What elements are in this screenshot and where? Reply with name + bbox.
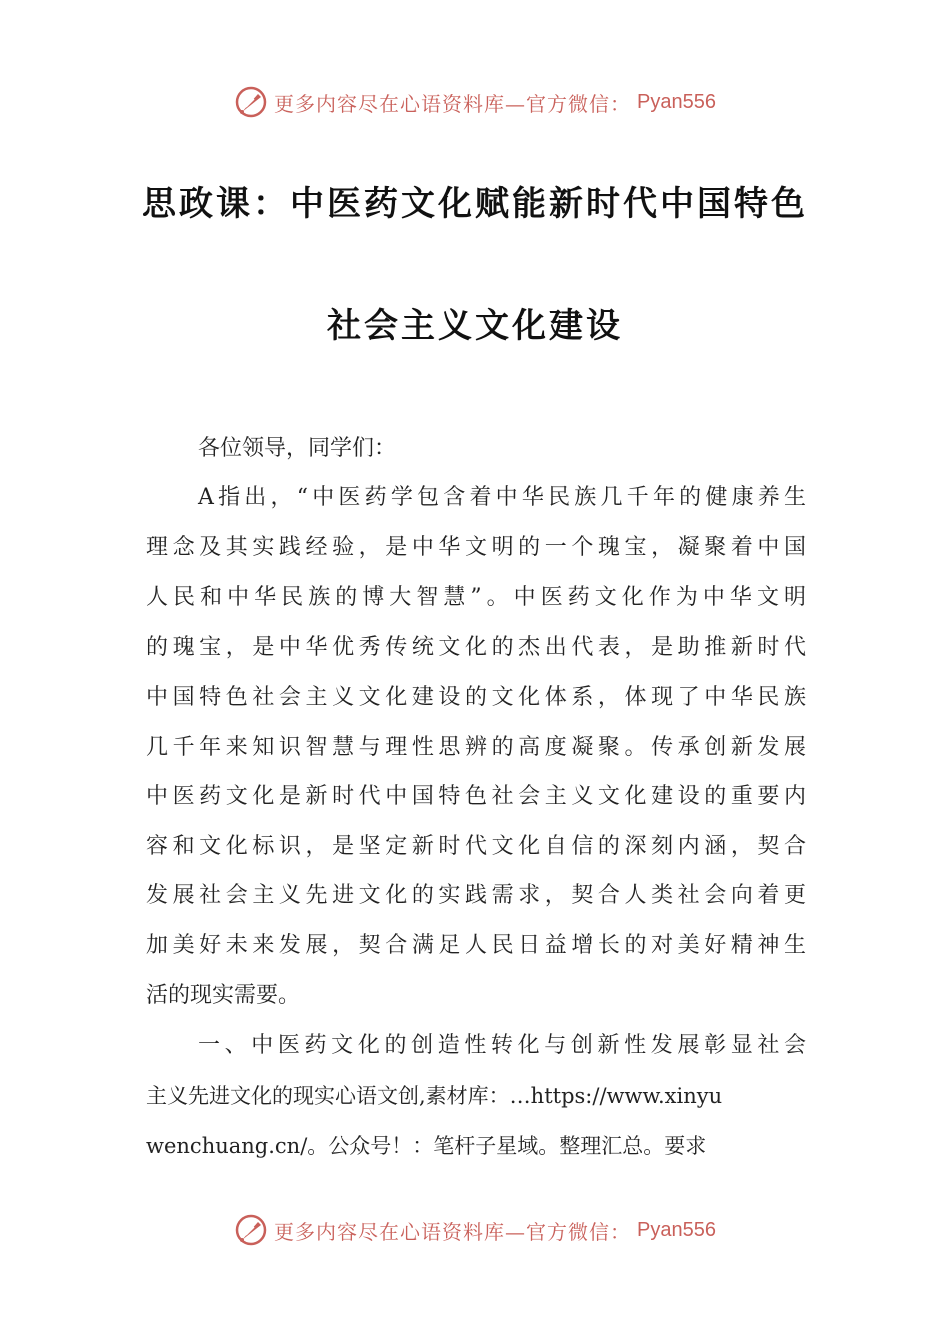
body-line-with-url: 主义先进文化的现实心语文创,素材库：…https://www.xinyu [146, 1084, 723, 1108]
footer-banner [0, 1210, 950, 1250]
banner-wechat-id: Pyan556 [637, 90, 716, 113]
banner-text: 更多内容尽在心语资料库—官方微信： [274, 91, 632, 116]
body-line: 加美好未来发展，契合满足人民日益增长的对美好精神生 [146, 933, 806, 958]
body-line: 人民和中华民族的博大智慧”。中医药文化作为中华文明 [146, 585, 806, 610]
body-line: 各位领导，同学们： [198, 436, 397, 461]
header-banner [0, 82, 950, 122]
quill-logo-icon [234, 1213, 268, 1247]
body-line: 理念及其实践经验，是中华文明的一个瑰宝，凝聚着中国 [146, 535, 806, 560]
body-line: 活的现实需要。 [146, 983, 301, 1008]
body-line: 的瑰宝，是中华优秀传统文化的杰出代表，是助推新时代 [146, 635, 806, 660]
body-line: A指出，“中医药学包含着中华民族几千年的健康养生 [198, 485, 806, 510]
body-line: 容和文化标识，是坚定新时代文化自信的深刻内涵，契合 [146, 834, 806, 859]
body-line: 几千年来知识智慧与理性思辨的高度凝聚。传承创新发展 [146, 735, 806, 760]
body-line: 发展社会主义先进文化的实践需求，契合人类社会向着更 [146, 883, 806, 908]
banner-text: 更多内容尽在心语资料库—官方微信： [274, 1219, 632, 1244]
banner-wechat-id: Pyan556 [637, 1218, 716, 1241]
body-line-with-url: wenchuang.cn/。公众号！：笔杆子星域。整理汇总。要求 [146, 1134, 707, 1158]
document-title-line-2: 社会主义文化建设 [327, 306, 623, 346]
quill-logo-icon [234, 85, 268, 119]
document-title-line-1: 思政课：中医药文化赋能新时代中国特色 [142, 184, 808, 224]
body-line: 中医药文化是新时代中国特色社会主义文化建设的重要内 [146, 784, 806, 809]
body-line: 中国特色社会主义文化建设的文化体系，体现了中华民族 [146, 685, 806, 710]
body-line: 一、中医药文化的创造性转化与创新性发展彰显社会 [198, 1033, 806, 1058]
